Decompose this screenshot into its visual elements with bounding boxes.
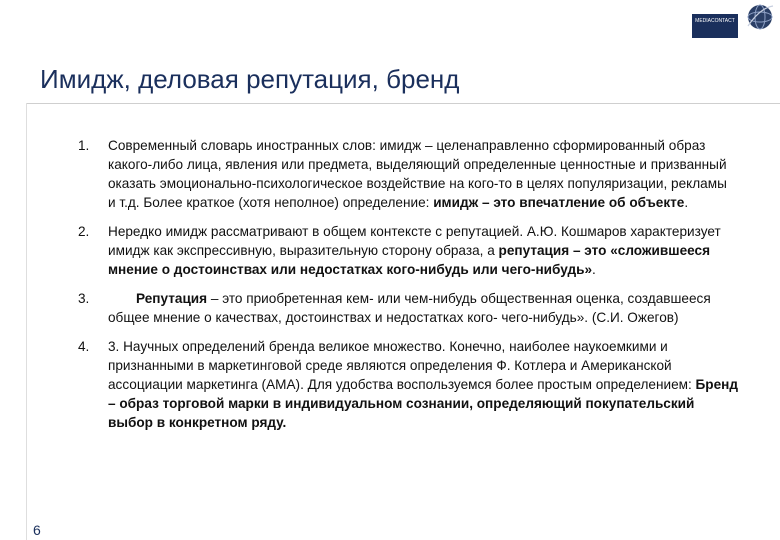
- definition-list: [78, 136, 738, 442]
- item-emphasis: имидж – это впечатление об объекте: [433, 195, 685, 210]
- list-item: [78, 289, 738, 327]
- company-logo-text: MEDIACONTACT: [695, 18, 735, 24]
- item-text: Нередко имидж рассматривают в общем контексте с репутацией. А.Ю. Кошмаров характеризует имидж как экспрессивную, выразительную сторону образа, а: [108, 224, 721, 258]
- title-divider: [26, 103, 780, 104]
- item-number: 2.: [78, 224, 90, 239]
- list-item: [78, 136, 738, 212]
- item-emphasis: репутация – это «сложившееся мнение о достоинствах или недостатках кого-нибудь или чего-нибудь»: [108, 243, 711, 277]
- item-text: .: [684, 195, 689, 210]
- item-text: .: [592, 262, 596, 277]
- company-logo: [692, 14, 738, 38]
- item-text: – это приобретенная кем- или чем-нибудь общественная оценка, создавшееся общее мнение о качествах, достоинствах и недостатках кого- чего-нибудь». (С.И. Ожегов): [108, 291, 711, 325]
- left-divider: [26, 103, 27, 540]
- item-text: Современный словарь иностранных слов: имидж – целенаправленно сформированный образ какого-либо лица, явления или предмета, выделяющий определенные ценностные и призванный оказать эмоционально-психологическое воздействие на кого-то в целях популяризации, рекламы и т.д. Более краткое (хотя неполное) определение:: [108, 138, 727, 210]
- list-item: [78, 222, 738, 279]
- item-number: 3.: [78, 291, 90, 306]
- globe-icon: [743, 0, 777, 34]
- item-emphasis: Репутация: [136, 291, 208, 306]
- item-number: 4.: [78, 339, 90, 354]
- list-item: [78, 337, 738, 432]
- item-emphasis: Бренд – образ торговой марки в индивидуальном сознании, определяющий покупательский выбор в конкретном ряду.: [108, 377, 739, 430]
- slide-title: Имидж, деловая репутация, бренд: [40, 64, 460, 94]
- page-number: 6: [33, 522, 41, 538]
- item-text: 3. Научных определений бренда великое множество. Конечно, наиболее наукоемкими и признанными в маркетинговой среде являются определения Ф. Котлера и Американской ассоциации маркетинга (АМА). Для удобства воспользуемся более простым определением:: [108, 339, 696, 392]
- item-number: 1.: [78, 138, 90, 153]
